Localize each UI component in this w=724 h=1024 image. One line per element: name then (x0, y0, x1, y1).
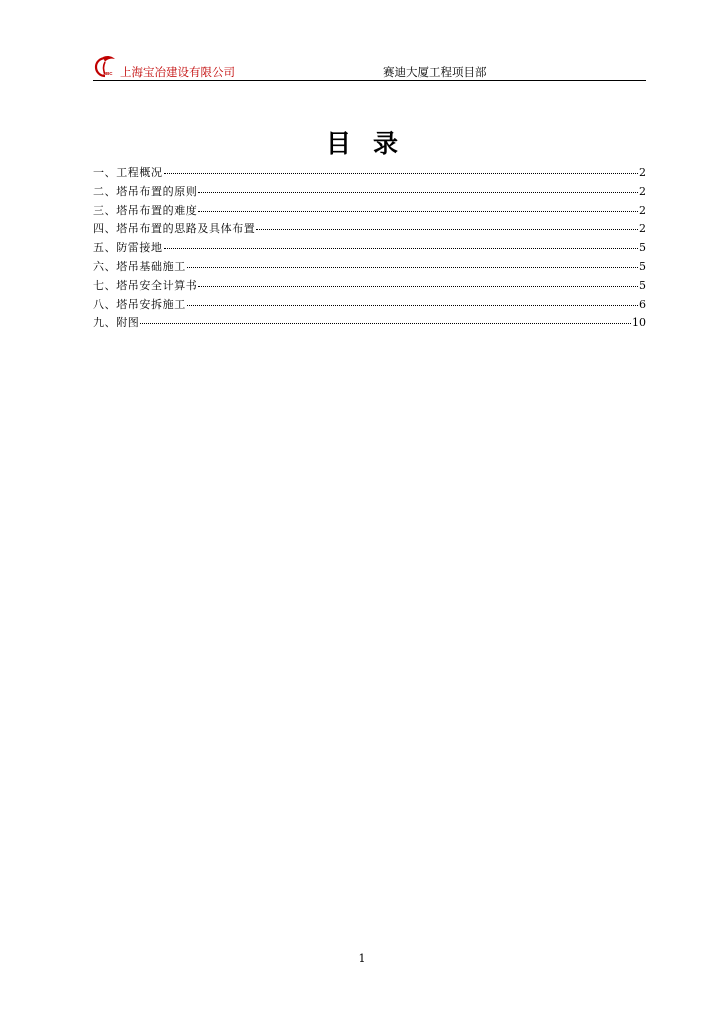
toc-entry-page: 2 (639, 166, 646, 179)
toc-entry-page: 2 (639, 222, 646, 236)
toc-entry-page: 5 (639, 259, 646, 273)
toc-entry-label: 六、塔吊基础施工 (93, 259, 186, 273)
toc-entry-page: 5 (639, 278, 646, 292)
toc-entry[interactable] (93, 239, 646, 258)
toc-dot-leader (164, 172, 638, 174)
toc-entry-page: 2 (639, 184, 646, 198)
toc-dot-leader (198, 191, 638, 193)
toc-entry-page: 10 (632, 316, 646, 330)
toc-entry[interactable] (93, 220, 646, 239)
toc-entry[interactable] (93, 183, 646, 202)
toc-entry[interactable] (93, 164, 646, 183)
toc-dot-leader (198, 285, 638, 287)
toc-dot-leader (187, 266, 638, 268)
toc-entry-page: 5 (639, 241, 646, 255)
toc-entry-page: 6 (639, 297, 646, 311)
toc-dot-leader (187, 304, 638, 306)
page-header (93, 54, 646, 81)
toc-entry-page: 2 (639, 203, 646, 217)
page-number: 1 (358, 952, 366, 965)
toc-dot-leader (164, 247, 638, 249)
toc-dot-leader (140, 322, 631, 324)
toc-entry-label: 八、塔吊安拆施工 (93, 297, 186, 311)
toc-dot-leader (198, 210, 638, 212)
toc-entry[interactable] (93, 296, 646, 315)
logo-text: SBC (103, 71, 113, 76)
company-name: 上海宝冶建设有限公司 (120, 65, 235, 79)
toc-entry-label: 七、塔吊安全计算书 (93, 278, 198, 292)
toc-entry-label: 一、工程概况 (93, 166, 163, 179)
toc-entry[interactable] (93, 202, 646, 221)
project-name: 赛迪大厦工程项目部 (383, 65, 487, 79)
toc-entry[interactable] (93, 258, 646, 277)
toc-entry-label: 二、塔吊布置的原则 (93, 184, 198, 198)
toc-entry-label: 三、塔吊布置的难度 (93, 203, 198, 217)
toc-entry-label: 四、塔吊布置的思路及具体布置 (93, 222, 256, 236)
table-of-contents (93, 164, 646, 333)
company-logo-icon (93, 55, 119, 79)
document-title: 目录 (325, 129, 420, 158)
toc-entry-label: 九、附图 (93, 316, 140, 330)
toc-dot-leader (256, 228, 638, 230)
toc-entry-label: 五、防雷接地 (93, 241, 163, 255)
toc-entry[interactable] (93, 314, 646, 333)
toc-entry[interactable] (93, 277, 646, 296)
